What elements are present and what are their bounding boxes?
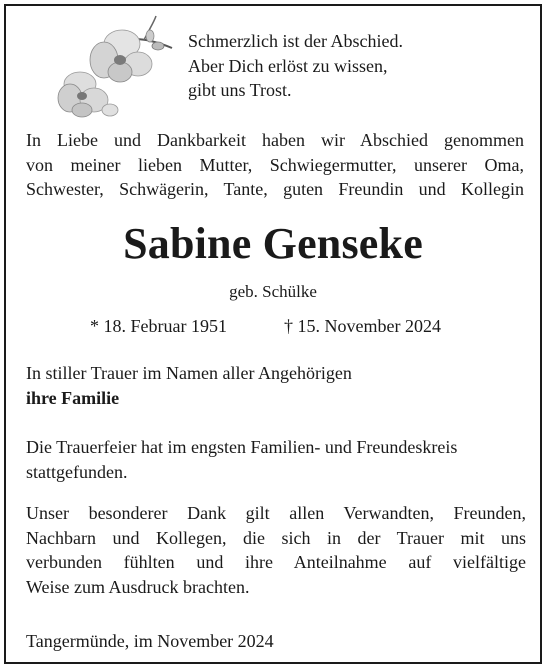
poem-line: gibt uns Trost. — [188, 80, 292, 100]
poem-line: Schmerzlich ist der Abschied. — [188, 31, 403, 51]
orchid-icon — [50, 14, 174, 118]
thanks-line: Weise zum Ausdruck brachten. — [26, 576, 250, 597]
place-date: Tangermünde, im November 2024 — [26, 631, 274, 651]
maiden-name: geb. Schülke — [229, 282, 317, 301]
thanks-line: Nachbarn und Kollegen, die sich in der Trauer mit uns — [26, 527, 526, 548]
intro-line: Schwester, Schwägerin, Tante, guten Freundin und Kollegin — [26, 179, 524, 199]
birth-date: * 18. Februar 1951 — [90, 316, 227, 336]
mourners-section — [26, 361, 526, 410]
poem-verse — [188, 29, 403, 103]
family-signature: ihre Familie — [26, 387, 120, 408]
funeral-line: stattgefunden. — [26, 461, 128, 482]
poem-line: Aber Dich erlöst zu wissen, — [188, 55, 388, 76]
thanks-line: verbunden fühlten und ihre Anteilnahme auf vielfältige — [26, 552, 526, 572]
death-date: † 15. November 2024 — [284, 316, 441, 336]
intro-paragraph — [26, 128, 524, 202]
funeral-line: Die Trauerfeier hat im engsten Familien- und Freundeskreis — [26, 437, 458, 457]
deceased-name: Sabine Genseke — [123, 219, 423, 268]
thanks-paragraph — [26, 501, 526, 599]
mourners-line: In stiller Trauer im Namen aller Angehörigen — [26, 363, 352, 383]
funeral-notice — [26, 435, 526, 484]
intro-line: In Liebe und Dankbarkeit haben wir Abschied genommen — [26, 130, 524, 150]
obituary-card — [4, 4, 542, 664]
thanks-line: Unser besonderer Dank gilt allen Verwandten, Freunden, — [26, 503, 526, 523]
intro-line: von meiner lieben Mutter, Schwiegermutter, unserer Oma, — [26, 154, 524, 175]
